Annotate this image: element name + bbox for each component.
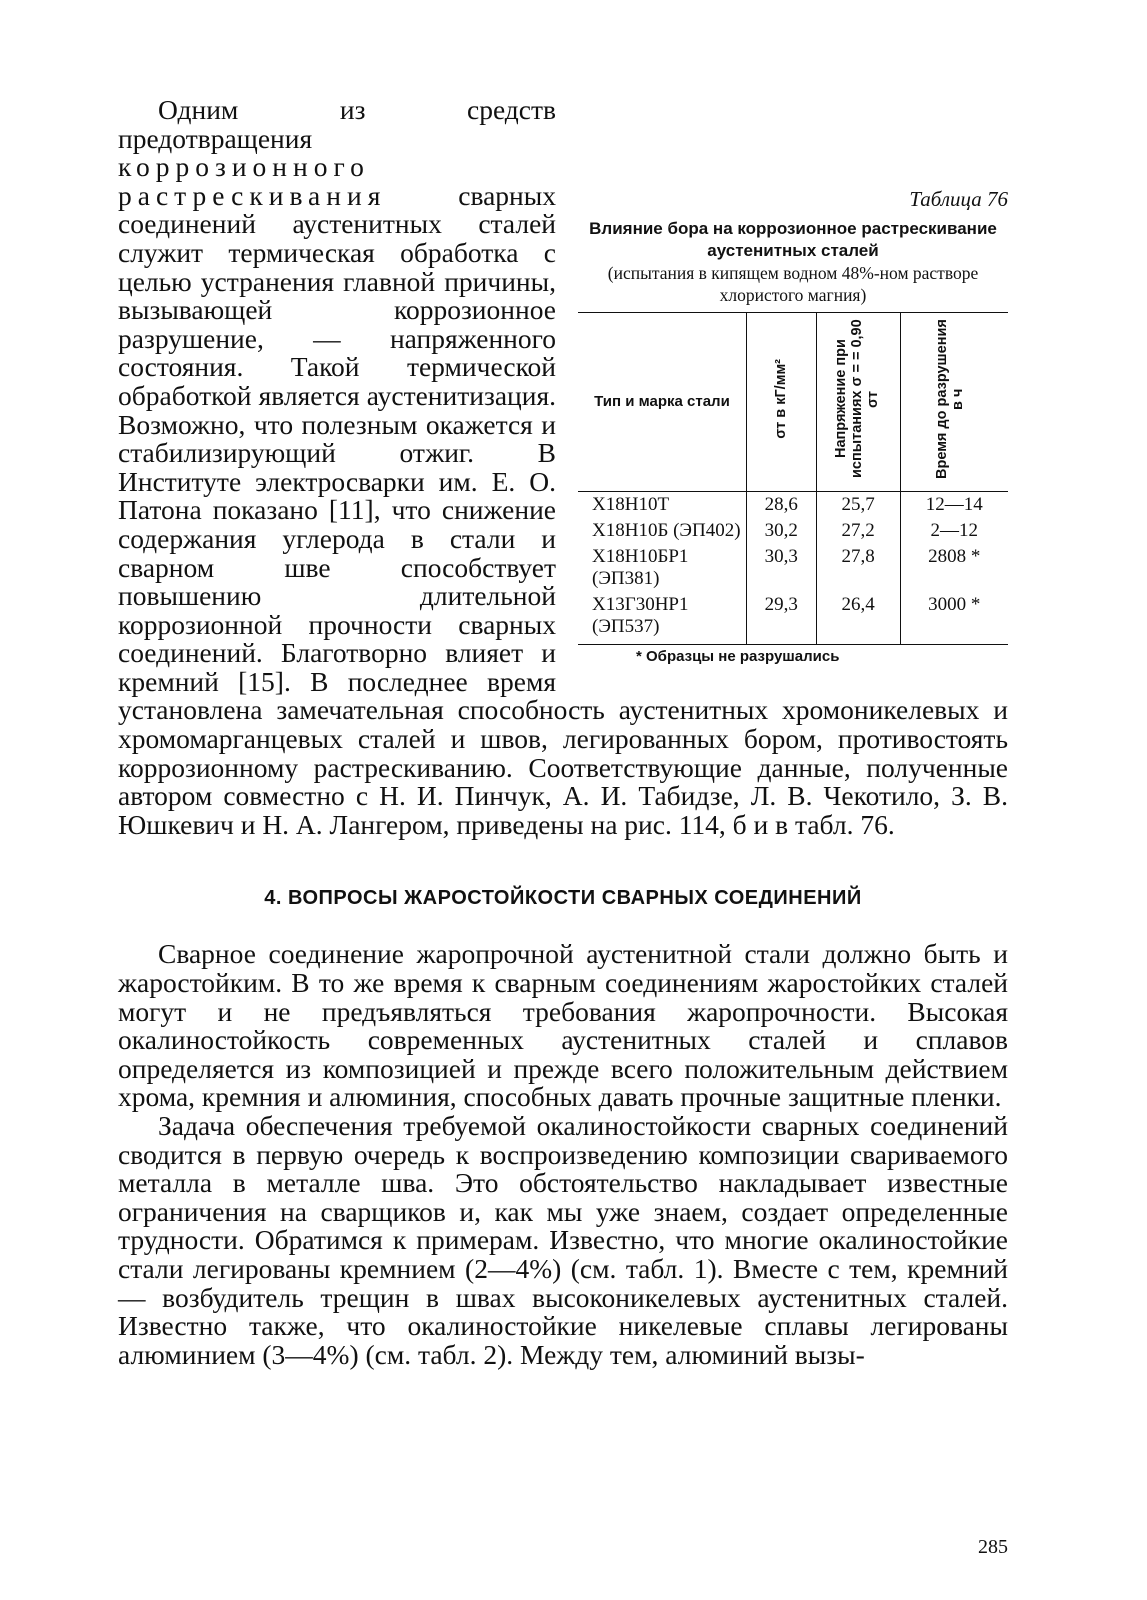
table-row: Х18Н10Б (ЭП402) 30,2 27,2 2—12 [578, 518, 1008, 544]
page-number: 285 [978, 1536, 1008, 1558]
col-header-stress: Напряжение при испытаниях σ = = 0,90 σт [816, 313, 900, 492]
table-row: Х13Г30НР1 (ЭП537) 29,3 26,4 3000 * [578, 592, 1008, 644]
col-header-steel: Тип и марка стали [578, 313, 747, 492]
col-header-sigma: σт в кГ/мм² [747, 313, 817, 492]
table-block [578, 186, 1008, 669]
table-title: Влияние бора на коррозионное растрескивание аустенитных сталей [589, 219, 997, 260]
paragraph-2: Сварное соединение жаропрочной аустенитной стали должно быть и жаростойким. В то же время к сварным соединениям жаростойких сталей могут и не предъявляться требования жаропрочности. Высокая окалиностойкость современных аустенитных сталей и сплавов определяется из композицией и прежде всего положительным действием хрома, кремния и алюминия, способных давать прочные защитные пленки. [118, 938, 1008, 1113]
table-footnote: * Образцы не разрушались [578, 644, 1008, 669]
section-title: 4. ВОПРОСЫ ЖАРОСТОЙКОСТИ СВАРНЫХ СОЕДИНЕНИЙ [264, 887, 862, 910]
table-subtitle: (испытания в кипящем водном 48%-ном растворе хлористого магния) [607, 263, 979, 305]
col-header-time: Время до разрушения в ч [900, 313, 1008, 492]
page [118, 94, 1008, 1558]
data-table [578, 312, 1008, 644]
table-row: Х18Н10БР1 (ЭП381) 30,3 27,8 2808 * [578, 544, 1008, 592]
table-number: Таблица 76 [909, 187, 1008, 211]
paragraph-3: Задача обеспечения требуемой окалиностойкости сварных соединений сводится в первую очередь к воспроизведению композиции свариваемого металла в металле шва. Это обстоятельство накладывает известные ограничения на сварщиков и, как мы уже знаем, создает определенные трудности. Обратимся к примерам. Известно, что многие окалиностойкие стали легированы кремнием (2—4%) (см. табл. 1). Вместе с тем, кремний — возбудитель трещин в швах высоконикелевых аустенитных сталей. Известно также, что окалиностойкие никелевые сплавы легированы алюминием (3—4%) (см. табл. 2). Между тем, алюминий вызы- [118, 1110, 1008, 1370]
paragraph-1: Одним из средств предотвращения коррозионного растрескивания сварных соединений аустенитных сталей служит термическая обработка с целью устранения главной причины, вызывающей коррозионное разрушение, — напряженного состояния. Такой термической обработкой является аустенитизация. Возможно, что полезным окажется и стабилизирующий отжиг. В Институте электросварки им. Е. О. Патона показано [11], что снижение содержания углерода в стали и сварном шве способствует повышению длительной коррозионной прочности сварных соединений. Благотворно влияет и кремний [15]. В последнее время установлена замечательная способность аустенитных хромоникелевых и хромомарганцевых сталей и швов, легированных бором, противостоять коррозионному растрескиванию. Соответствующие данные, полученные автором совместно с Н. И. Пинчук, А. И. Табидзе, Л. В. Чекотило, З. В. Юшкевич и Н. А. Лангером, приведены на рис. 114, б и в табл. 76. [118, 94, 1008, 840]
table-row: Х18Н10Т 28,6 25,7 12—14 [578, 492, 1008, 519]
